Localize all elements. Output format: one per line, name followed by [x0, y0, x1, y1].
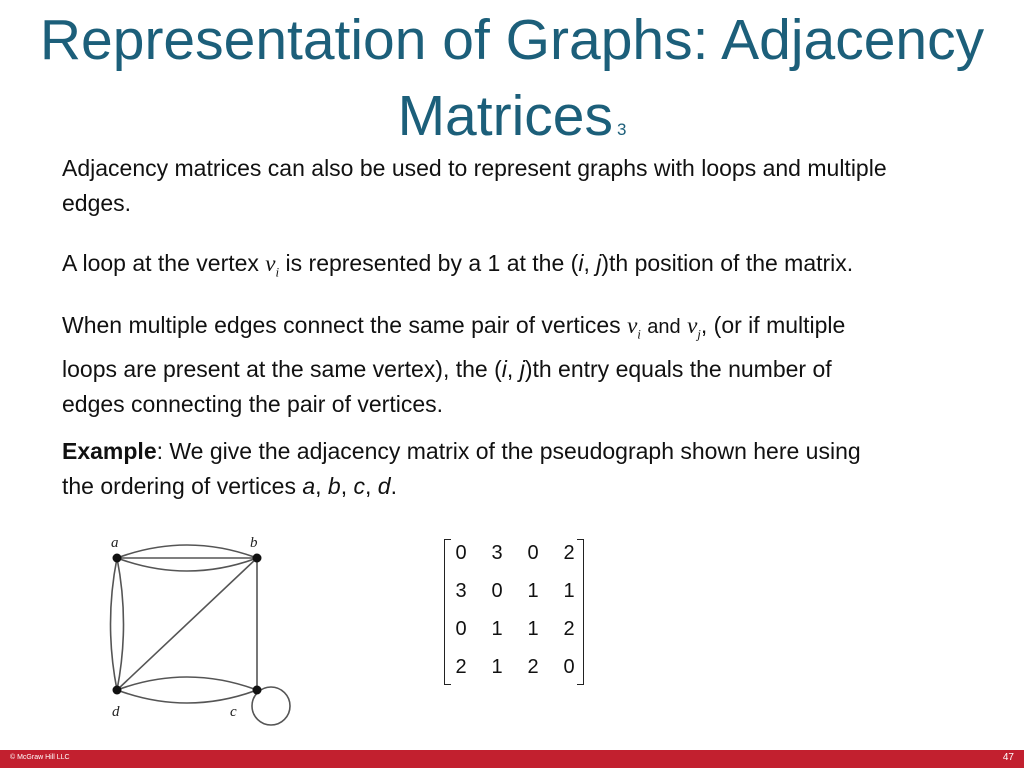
paragraph-example: [62, 434, 1002, 504]
para3-line3: edges connecting the pair of vertices.: [62, 390, 444, 417]
footer-bar: [0, 750, 1024, 768]
example-line1: [62, 434, 1002, 469]
para3-line1-end: , (or if multiple: [700, 312, 846, 338]
matrix-cell: 1: [491, 618, 503, 640]
para2-i: i: [578, 250, 584, 276]
para3-line2: [62, 352, 1002, 387]
edge-b-d: [117, 558, 257, 690]
label-d: d: [112, 704, 120, 720]
title-superscript: 3: [616, 120, 627, 139]
para3-line2-b: )th entry equals the number of: [524, 355, 832, 382]
matrix-cell: 1: [563, 580, 575, 602]
sep-1: ,: [315, 473, 328, 499]
matrix-cell: 0: [563, 656, 575, 678]
edge-c-d-1: [117, 677, 257, 690]
matrix-cell: 1: [527, 580, 539, 602]
example-label: Example: [62, 438, 157, 464]
matrix-cell: 0: [527, 542, 539, 564]
edge-a-d-1: [111, 558, 118, 690]
matrix-left-bracket: [444, 539, 451, 685]
para2-comma: ,: [583, 250, 597, 276]
edge-a-b-2: [117, 545, 257, 558]
example-line1-text: : We give the adjacency matrix of the pseudograph shown here using: [156, 438, 861, 464]
matrix-cell: 0: [491, 580, 503, 602]
order-c: c: [353, 473, 365, 499]
period: .: [390, 473, 397, 499]
para2-mid: is represented by a 1 at the (: [279, 250, 579, 276]
para3-i: i: [501, 355, 507, 382]
para3-line1: [62, 308, 1002, 352]
para3-comma: ,: [506, 355, 520, 382]
label-b: b: [250, 535, 258, 551]
order-b: b: [327, 473, 341, 499]
paragraph-multiple-edges: [62, 308, 1002, 422]
pseudograph-diagram: [100, 530, 310, 730]
copyright-text: © McGraw Hill LLC: [10, 754, 70, 761]
vj-subscript: j: [697, 326, 701, 342]
edge-a-b-3: [117, 558, 257, 571]
vi2-symbol: v: [627, 313, 638, 338]
slide-title: [0, 2, 1024, 168]
vertex-vi: [265, 251, 280, 280]
order-a: a: [302, 473, 316, 499]
matrix-cell: 3: [455, 580, 467, 602]
vertex-a: [113, 554, 122, 563]
para3-prefix: When multiple edges connect the same pair of vertices: [62, 312, 621, 338]
para2-j: j: [596, 250, 602, 276]
matrix-cell: 3: [491, 542, 503, 564]
page-number: 47: [1002, 752, 1014, 763]
para3-and: and: [647, 316, 681, 338]
para2-prefix: A loop at the vertex: [62, 250, 259, 276]
example-line2-prefix: the ordering of vertices: [62, 473, 303, 499]
matrix-cell: 2: [563, 542, 575, 564]
vertex-vj: [687, 313, 701, 342]
matrix-cell: 2: [455, 656, 467, 678]
vertex-d: [113, 686, 122, 695]
para3-line2-a: loops are present at the same vertex), the (: [62, 355, 502, 382]
edge-a-d-2: [117, 558, 124, 690]
matrix-cell: 0: [455, 618, 467, 640]
label-c: c: [230, 704, 237, 720]
sep-3: ,: [365, 473, 378, 499]
paragraph-loops-multiple-edges: Adjacency matrices can also be used to represent graphs with loops and multiple edges.: [62, 155, 887, 216]
sep-2: ,: [340, 473, 354, 499]
vi-subscript: i: [275, 264, 280, 280]
vj-symbol: v: [687, 313, 698, 338]
matrix-cell: 2: [527, 656, 539, 678]
matrix-cell: 1: [491, 656, 503, 678]
adjacency-matrix: [440, 537, 590, 687]
matrix-cell: 1: [527, 618, 539, 640]
paragraph-loop-vertex: [62, 246, 1002, 290]
example-line2: [62, 469, 1002, 504]
para3-j: j: [519, 355, 525, 382]
label-a: a: [111, 535, 119, 551]
vertex-c: [253, 686, 262, 695]
vi-symbol: v: [265, 251, 276, 276]
matrix-cell: 0: [455, 542, 467, 564]
slide-title-text: Representation of Graphs: Adjacency Matrices: [39, 8, 985, 148]
order-d: d: [377, 473, 391, 499]
vi2-subscript: i: [637, 326, 641, 342]
vertex-b: [253, 554, 262, 563]
edge-c-d-2: [117, 690, 257, 703]
vertex-vi-2: [627, 313, 641, 342]
para2-suffix: )th position of the matrix.: [601, 250, 854, 276]
matrix-cell: 2: [563, 618, 575, 640]
